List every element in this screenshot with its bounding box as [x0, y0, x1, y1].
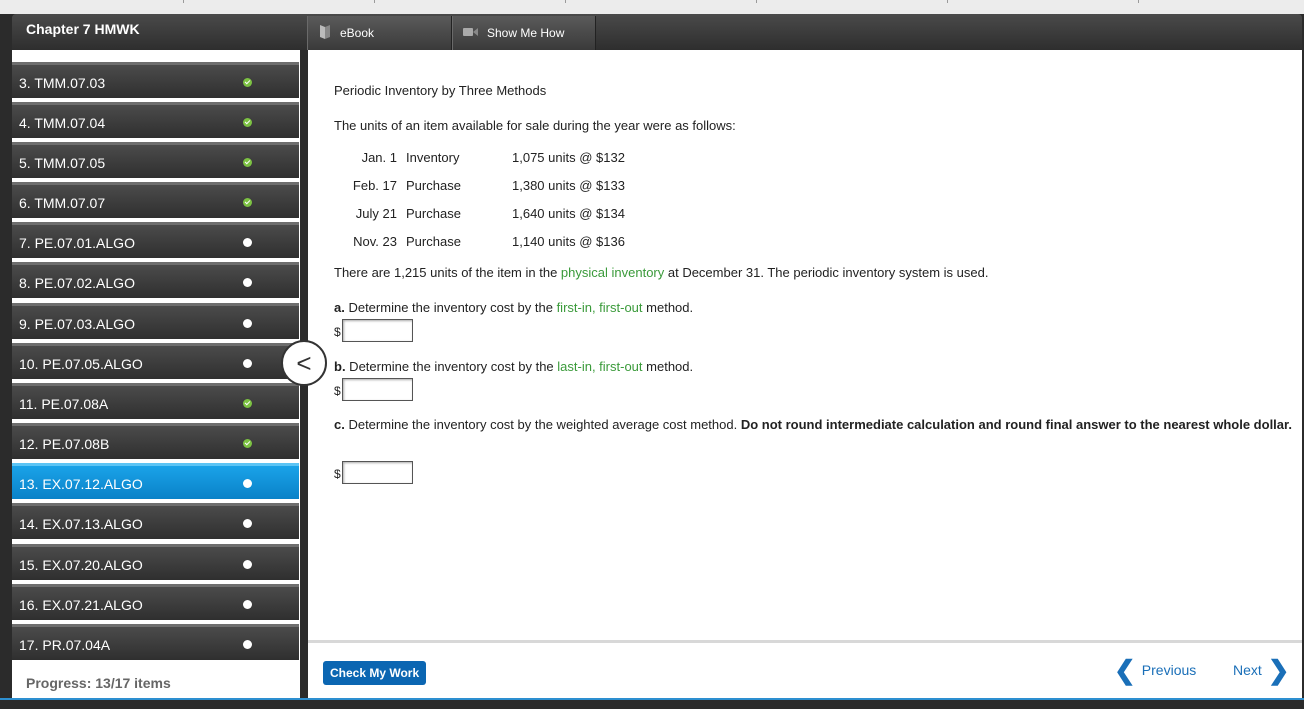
check-icon [243, 399, 252, 408]
part-a-prompt [334, 300, 693, 315]
part-a-text: Determine the inventory cost by the [344, 300, 557, 315]
currency-symbol: $ [334, 384, 341, 398]
part-c-prompt [334, 413, 1294, 437]
answer-b-input[interactable] [342, 378, 413, 401]
question-sidebar [12, 50, 300, 698]
part-b-text-post: method. [642, 359, 694, 374]
tab-show-me-how[interactable] [452, 16, 596, 50]
answer-a-input[interactable] [342, 319, 413, 342]
answer-c-input[interactable] [342, 461, 413, 484]
part-a-text-post: method. [642, 300, 694, 315]
sidebar-item-label: 17. PR.07.04A [19, 637, 111, 653]
inventory-type: Inventory [406, 150, 460, 165]
sidebar-item-label: 4. TMM.07.04 [19, 115, 106, 131]
inventory-units: 1,640 units @ $134 [512, 206, 625, 221]
inventory-type: Purchase [406, 178, 461, 193]
chevron-right-icon: ❯ [1267, 655, 1290, 685]
check-icon [243, 439, 252, 448]
status-dot-icon [243, 238, 252, 247]
collapse-sidebar-button[interactable] [281, 340, 327, 386]
lifo-link[interactable]: last-in, first-out [557, 359, 643, 374]
inventory-units: 1,140 units @ $136 [512, 234, 625, 249]
part-c-text: Determine the inventory cost by the weighted average cost method. [344, 417, 741, 432]
inventory-row [334, 234, 734, 250]
part-b-text: Determine the inventory cost by the [345, 359, 558, 374]
sidebar-item[interactable] [12, 303, 299, 339]
status-dot-icon [243, 319, 252, 328]
next-label: Next [1233, 662, 1262, 678]
check-icon [243, 198, 252, 207]
inventory-row [334, 178, 734, 194]
sidebar-item[interactable] [12, 102, 299, 138]
inventory-date: Feb. 17 [352, 178, 397, 193]
sidebar-item-label: 9. PE.07.03.ALGO [19, 316, 135, 332]
sidebar-item-label: 8. PE.07.02.ALGO [19, 275, 135, 291]
sidebar-item-label: 5. TMM.07.05 [19, 155, 106, 171]
sidebar-item[interactable] [12, 584, 299, 620]
sidebar-item-label: 15. EX.07.20.ALGO [19, 557, 143, 573]
sidebar-item-label: 16. EX.07.21.ALGO [19, 597, 143, 613]
status-dot-icon [243, 359, 252, 368]
chapter-title: Chapter 7 HMWK [26, 21, 140, 37]
sidebar-item[interactable] [12, 544, 299, 580]
sidebar-item[interactable] [12, 343, 299, 379]
question-footer [308, 640, 1302, 698]
sidebar-item[interactable] [12, 503, 299, 539]
previous-label: Previous [1141, 662, 1197, 678]
status-dot-icon [243, 600, 252, 609]
sidebar-item-label: 12. PE.07.08B [19, 436, 110, 452]
fifo-link[interactable]: first-in, first-out [556, 300, 643, 315]
sidebar-item[interactable] [12, 142, 299, 178]
sidebar-item-label: 3. TMM.07.03 [19, 75, 106, 91]
inventory-row [334, 206, 734, 222]
next-button[interactable] [1233, 657, 1290, 683]
status-dot-icon [243, 560, 252, 569]
check-icon [243, 118, 252, 127]
sidebar-item-label: 10. PE.07.05.ALGO [19, 356, 143, 372]
part-c-instruction: Do not round intermediate calculation and round final answer to the nearest whole dollar. [740, 417, 1292, 432]
sidebar-item-label: 7. PE.07.01.ALGO [19, 235, 135, 251]
inventory-type: Purchase [406, 234, 461, 249]
sidebar-item[interactable] [12, 62, 299, 98]
sidebar-item-current[interactable] [12, 463, 299, 499]
sidebar-item-label: 6. TMM.07.07 [19, 195, 106, 211]
sidebar-item[interactable] [12, 423, 299, 459]
inventory-units: 1,380 units @ $133 [512, 178, 625, 193]
status-dot-icon [243, 278, 252, 287]
progress-text: Progress: 13/17 items [26, 675, 171, 691]
part-b-prompt [334, 359, 693, 374]
inventory-date: Nov. 23 [353, 234, 397, 249]
sidebar-item-label: 14. EX.07.13.ALGO [19, 516, 143, 532]
question-intro: The units of an item available for sale during the year were as follows: [334, 118, 736, 133]
status-dot-icon [243, 519, 252, 528]
browser-top-strip [0, 0, 1304, 14]
question-title: Periodic Inventory by Three Methods [334, 83, 547, 98]
physical-inventory-link[interactable]: physical inventory [560, 265, 665, 280]
tab-ebook[interactable] [307, 16, 452, 50]
tab-ebook-label: eBook [340, 26, 375, 40]
question-panel [308, 50, 1302, 640]
status-dot-icon [243, 479, 252, 488]
sidebar-item[interactable] [12, 182, 299, 218]
sidebar-item[interactable] [12, 624, 299, 660]
chevron-left-icon: < [296, 347, 312, 378]
inventory-date: July 21 [355, 206, 397, 221]
check-icon [243, 78, 252, 87]
sidebar-item[interactable] [12, 262, 299, 298]
part-c-letter: c. [334, 417, 345, 432]
inventory-units: 1,075 units @ $132 [512, 150, 625, 165]
part-b-letter: b. [334, 359, 346, 374]
book-icon [318, 24, 332, 43]
sidebar-item-label: 11. PE.07.08A [19, 396, 109, 412]
status-dot-icon [243, 640, 252, 649]
physical-text-post: at December 31. The periodic inventory system is used. [664, 265, 989, 280]
sidebar-item[interactable] [12, 383, 299, 419]
inventory-row [334, 150, 734, 166]
physical-text-pre: There are 1,215 units of the item in the [334, 265, 561, 280]
sidebar-item-label: 13. EX.07.12.ALGO [19, 476, 143, 492]
inventory-type: Purchase [406, 206, 461, 221]
tab-show-me-how-label: Show Me How [487, 26, 565, 40]
part-a-letter: a. [334, 300, 345, 315]
bottom-accent-line [0, 698, 1304, 700]
assignment-header [12, 14, 1302, 50]
physical-inventory-text [334, 265, 988, 280]
check-my-work-button[interactable]: Check My Work [323, 661, 426, 685]
check-icon [243, 158, 252, 167]
sidebar-item[interactable] [12, 222, 299, 258]
inventory-date: Jan. 1 [361, 150, 397, 165]
currency-symbol: $ [334, 325, 341, 339]
chevron-left-icon: ❮ [1114, 655, 1136, 685]
video-camera-icon [463, 26, 479, 41]
previous-button[interactable] [1114, 657, 1196, 683]
currency-symbol: $ [334, 467, 341, 481]
